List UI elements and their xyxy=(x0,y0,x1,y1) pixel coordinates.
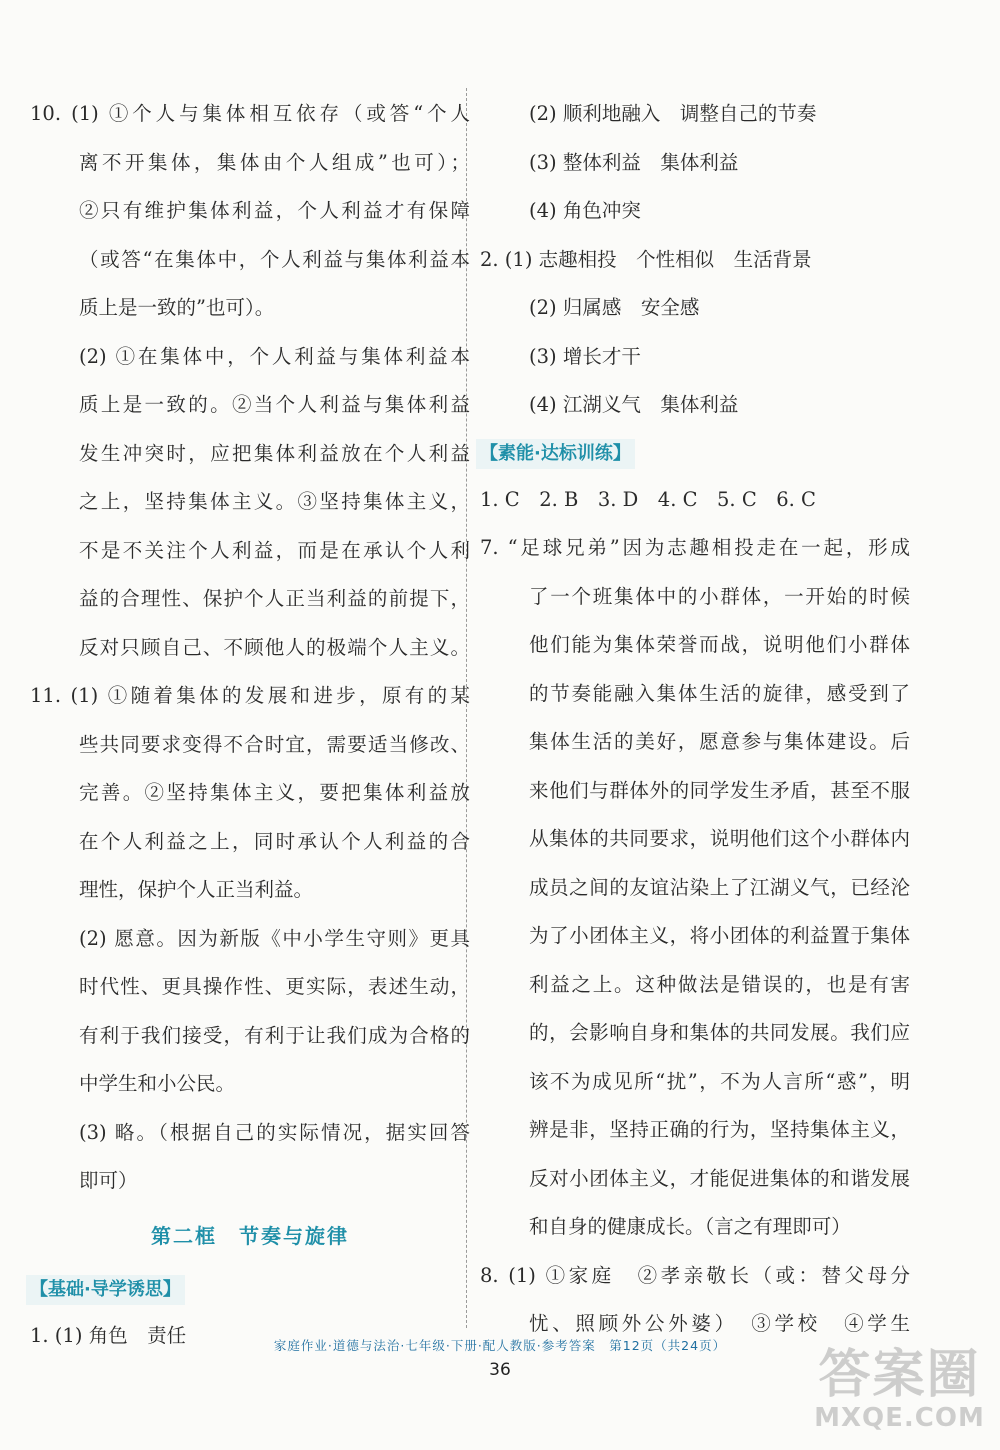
answer-line: 反对只顾自己、不顾他人的极端个人主义。 xyxy=(79,635,470,659)
answer-line: 即可） xyxy=(79,1169,138,1192)
answer-line: 的节奏能融入集体生活的旋律，感受到了 xyxy=(529,681,910,705)
answer-line: 之上，坚持集体主义。③坚持集体主义， xyxy=(79,490,470,513)
answer-line: 在个人利益之上，同时承认个人利益的合 xyxy=(79,829,470,853)
answer-line: 了一个班集体中的小群体，一开始的时候 xyxy=(529,584,910,608)
answer-line: 利益之上。这种做法是错误的，也是有害 xyxy=(529,972,910,996)
answer-line: (2) 愿意。因为新版《中小学生守则》更具 xyxy=(79,926,470,950)
answer-line: 理性，保护个人正当利益。 xyxy=(79,878,314,901)
answer-line: (3) 整体利益 集体利益 xyxy=(529,150,739,174)
answer-line: 11. (1) ①随着集体的发展和进步，原有的某 xyxy=(30,684,470,707)
answer-line: 中学生和小公民。 xyxy=(79,1072,236,1095)
answer-line: 有利于我们接受，有利于让我们成为合格的 xyxy=(79,1023,470,1047)
answer-line: 集体生活的美好，愿意参与集体建设。后 xyxy=(529,730,910,753)
answer-line: 10. (1) ①个人与集体相互依存（或答“个人 xyxy=(30,102,470,125)
answer-line: 辨是非，坚持正确的行为，坚持集体主义， xyxy=(529,1118,910,1141)
watermark-logo-text: 答案圈 xyxy=(818,1345,981,1405)
answer-line: ②只有维护集体利益，个人利益才有保障 xyxy=(79,199,470,222)
left-column xyxy=(30,92,470,1362)
answer-line: 时代性、更具操作性、更实际，表述生动， xyxy=(79,975,470,998)
answer-line: 的，会影响自身和集体的共同发展。我们应 xyxy=(529,1021,910,1044)
answer-line: 完善。②坚持集体主义，要把集体利益放 xyxy=(79,781,470,804)
answer-line: 些共同要求变得不合时宜，需要适当修改、 xyxy=(79,732,470,756)
section-header-practice: 【素能·达标训练】 xyxy=(476,439,635,469)
answer-line: 发生冲突时，应把集体利益放在个人利益 xyxy=(79,441,470,465)
page-number: 36 xyxy=(489,1360,511,1380)
answer-line: 他们能为集体荣誉而战，说明他们小群体 xyxy=(529,633,910,656)
watermark-url: MXQE.COM xyxy=(814,1403,985,1433)
answer-line: (4) 角色冲突 xyxy=(529,199,641,222)
watermark-logo xyxy=(807,1347,992,1442)
answer-line: 来他们与群体外的同学发生矛盾，甚至不服 xyxy=(529,778,910,802)
answer-line: 从集体的共同要求，说明他们这个小群体内 xyxy=(529,827,910,850)
answer-line: 质上是一致的。②当个人利益与集体利益 xyxy=(79,393,470,416)
answer-line: 益的合理性、保护个人正当利益的前提下， xyxy=(79,587,470,610)
right-column xyxy=(480,92,910,1351)
answer-line: 1. (1) 角色 责任 xyxy=(30,1323,187,1347)
answer-line: 忧、照顾外公外婆） ③学校 ④学生 xyxy=(529,1312,910,1335)
answer-line: (2) 归属感 安全感 xyxy=(529,296,700,319)
running-footer: 家庭作业·道德与法治·七年级·下册·配人教版·参考答案 第12页（共24页） xyxy=(273,1338,727,1353)
answer-line: 2. (1) 志趣相投 个性相似 生活背景 xyxy=(480,247,812,271)
answer-line: 为了小团体主义，将小团体的利益置于集体 xyxy=(529,924,910,947)
frame-title: 第二框 节奏与旋律 xyxy=(151,1223,349,1248)
answer-line: (2) ①在集体中，个人利益与集体利益本 xyxy=(79,344,470,368)
answer-line: 该不为成见所“扰”，不为人言所“惑”，明 xyxy=(529,1069,910,1093)
answer-line: (2) 顺利地融入 调整自己的节奏 xyxy=(529,102,817,125)
answer-line: (3) 增长才干 xyxy=(529,344,641,368)
answer-line: (3) 略。（根据自己的实际情况，据实回答 xyxy=(79,1120,470,1144)
answer-line: 7. “足球兄弟”因为志趣相投走在一起，形成 xyxy=(480,536,910,559)
answer-line: 成员之间的友谊沾染上了江湖义气，已经沦 xyxy=(529,875,910,899)
answer-line: 8. (1) ①家庭 ②孝亲敬长（或：替父母分 xyxy=(480,1263,910,1287)
answer-line: 离不开集体，集体由个人组成”也可）； xyxy=(79,150,470,174)
answer-line: 质上是一致的”也可）。 xyxy=(79,296,275,319)
answer-line: 1. C 2. B 3. D 4. C 5. C 6. C xyxy=(480,487,816,511)
answer-line: 和自身的健康成长。（言之有理即可） xyxy=(529,1215,851,1238)
answer-line: (4) 江湖义气 集体利益 xyxy=(529,393,739,416)
answer-line: （或答“在集体中，个人利益与集体利益本 xyxy=(79,247,470,271)
answer-line: 不是不关注个人利益，而是在承认个人利 xyxy=(79,538,470,562)
answer-line: 反对小团体主义，才能促进集体的和谐发展 xyxy=(529,1166,910,1190)
section-header-basics: 【基础·导学诱思】 xyxy=(26,1275,185,1305)
